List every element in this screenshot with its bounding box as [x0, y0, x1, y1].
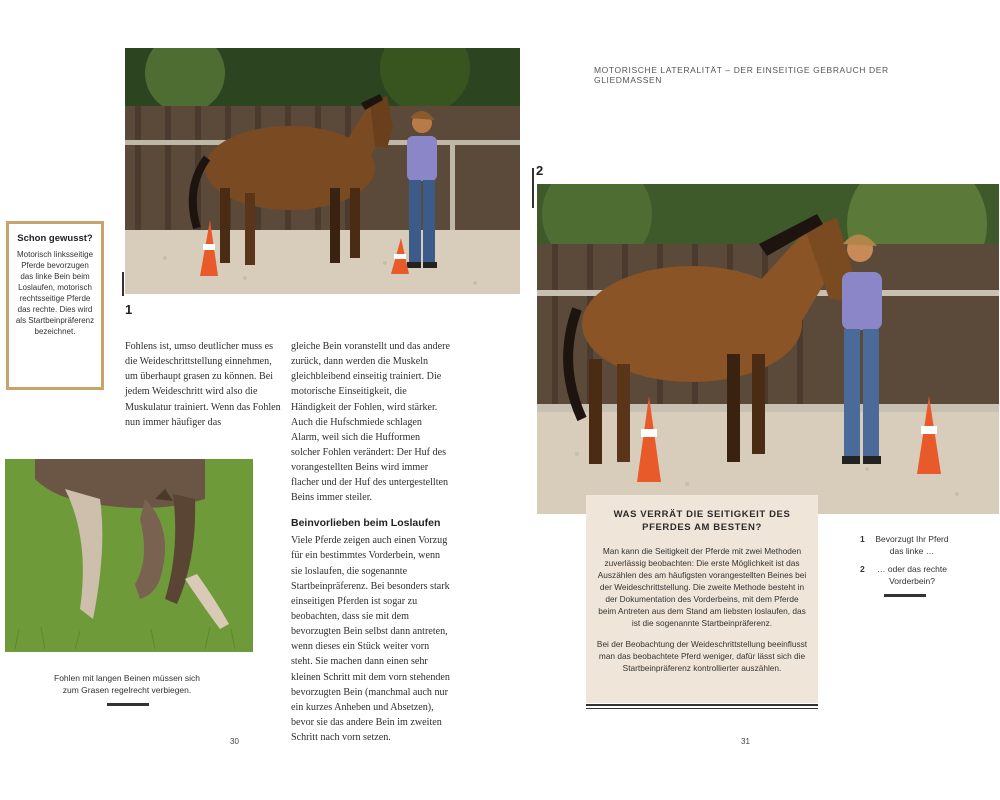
- info-box-paragraph: Man kann die Seitigkeit der Pferde mit zwei Methoden zuverlässig beobachten: Die erste Möglichkeit ist das Auszählen des am häufigsten vorangestellten Beines bei der Weideschrittstellung. Die zweite Methode besteht in der Dokumentation des Vorderbeins, mit dem Pferde beim Antreten aus dem Stand am liebsten loslaufen, das ist die sogenannte Startbeinpräferenz.: [597, 545, 807, 628]
- photo-horse-right-leg: [537, 184, 999, 514]
- page-number-left: 30: [230, 737, 239, 746]
- did-you-know-body: Motorisch linksseitige Pferde bevorzugen das linke Bein beim Loslaufen, motorisch rechtsseitige Pferde das rechte. Dies wird als Startbeinpräferenz bezeichnet.: [15, 250, 95, 337]
- figure-2-marker-line: [532, 168, 534, 208]
- photo-grazing-foal: [5, 459, 253, 652]
- figure-caption-item: [860, 534, 950, 558]
- figure-caption-text: Bevorzugt Ihr Pferd das linke …: [875, 534, 949, 556]
- figure-2-number: 2: [536, 163, 544, 178]
- foal-caption-rule: [107, 703, 149, 706]
- photo-horse-left-leg: [125, 48, 520, 294]
- figure-caption-item: [860, 564, 950, 588]
- info-box-title: WAS VERRÄT DIE SEITIGKEIT DES PFERDES AM BESTEN?: [613, 509, 791, 533]
- info-box-body: [596, 545, 808, 674]
- info-box-bottom-rule: [586, 704, 818, 709]
- body-column-right: [291, 339, 451, 745]
- body-paragraph: Fohlens ist, umso deutlicher muss es die Weideschrittstellung einnehmen, um überhaupt grasen zu können. Bei jedem Weideschritt wird also die Muskulatur trainiert. Wenn das Fohlen nun immer häufiger das: [125, 341, 281, 428]
- figure-captions: [860, 534, 950, 594]
- foal-caption: Fohlen mit langen Beinen müssen sich zum Grasen regelrecht verbiegen.: [54, 673, 200, 696]
- figure-caption-text: … oder das rechte Vorderbein?: [877, 563, 947, 586]
- figure-caption-number: 2: [860, 563, 865, 574]
- info-box-paragraph: Bei der Beobachtung der Weideschrittstellung beeinflusst man das beobachtete Pferd weniger, dafür lässt sich die Startbeinpräferenz kontrollierter auszählen.: [596, 638, 808, 673]
- did-you-know-title: Schon gewusst?: [17, 233, 93, 244]
- body-paragraph: Viele Pferde zeigen auch einen Vorzug für ein bestimmtes Vorderbein, wenn sie loslaufen, die sogenannte Startbeinpräferenz. Bei besonders stark einseitigen Pferden ist sogar zu beobachten, dass sie mit dem bevorzugten Bein selbst dann antreten, wenn dieses ein Stück weiter vorn steht. Sie machen dann einen sehr kleinen Schritt mit dem vorn stehenden bevorzugten Bein (manchmal auch nur ein kurzes Anheben und Absetzen), bevor sie das andere Bein im zweiten Schritt nach vorn setzen.: [291, 535, 450, 744]
- page-number-right: 31: [741, 737, 750, 746]
- figure-1-marker-line: [122, 272, 124, 296]
- running-head: MOTORISCHE LATERALITÄT – DER EINSEITIGE GEBRAUCH DER GLIEDMASSEN: [594, 65, 889, 85]
- info-box: [586, 495, 818, 703]
- body-column-left: [125, 339, 281, 430]
- body-paragraph: gleiche Bein voranstellt und das andere zurück, dann werden die Muskeln gleichbleibend einseitig trainiert. Die motorische Einseitigkeit, die Händigkeit der Fohlen, wird stärker. Auch die Hufschmiede schlagen Alarm, weil sich die Hufformen solcher Fohlen verändert: Der Huf des vorangestellten Beins wird immer flacher und der Huf des untergestellten Beins immer steiler.: [291, 341, 450, 504]
- section-subheading: Beinvorlieben beim Loslaufen: [291, 516, 441, 529]
- figure-captions-rule: [884, 594, 926, 597]
- figure-1-number: 1: [125, 302, 133, 317]
- did-you-know-box: [6, 221, 104, 390]
- figure-caption-number: 1: [860, 534, 865, 544]
